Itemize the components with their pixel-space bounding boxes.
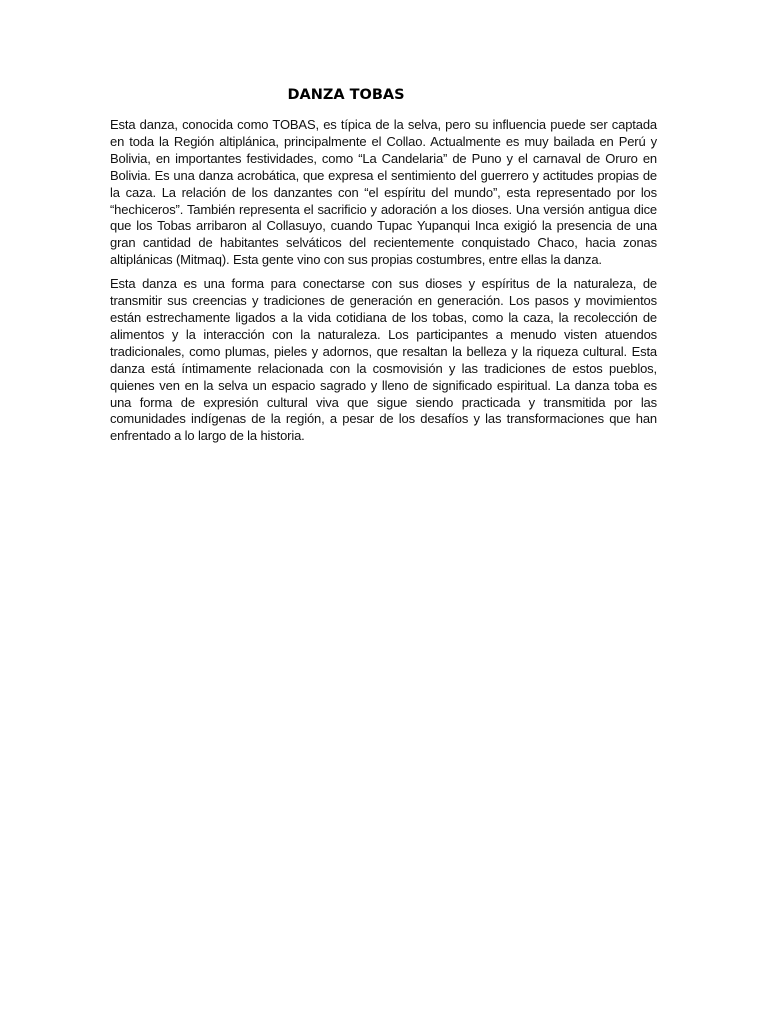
- document-body: [110, 117, 657, 452]
- document-title: DANZA TOBAS: [287, 87, 405, 103]
- paragraph: Esta danza, conocida como TOBAS, es típica de la selva, pero su influencia puede ser captada en toda la Región altiplánica, principalmente el Collao. Actualmente es muy bailada en Perú y Bolivia, en importantes festividades, como “La Candelaria” de Puno y el carnaval de Oruro en Bolivia. Es una danza acrobática, que expresa el sentimiento del guerrero y actitudes propias de la caza. La relación de los danzantes con “el espíritu del mundo”, esta representado por los “hechiceros”. También representa el sacrificio y adoración a los dioses. Una versión antigua dice que los Tobas arribaron al Collasuyo, cuando Tupac Yupanqui Inca exigió la presencia de una gran cantidad de habitantes selváticos del recientemente conquistado Chaco, hacia zonas altiplánicas (Mitmaq). Esta gente vino con sus propias costumbres, entre ellas la danza.: [110, 117, 657, 268]
- paragraph: Esta danza es una forma para conectarse con sus dioses y espíritus de la naturaleza, de transmitir sus creencias y tradiciones de generación en generación. Los pasos y movimientos están estrechamente ligados a la vida cotidiana de los tobas, como la caza, la recolección de alimentos y la interacción con la naturaleza. Los participantes a menudo visten atuendos tradicionales, como plumas, pieles y adornos, que resaltan la belleza y la riqueza cultural. Esta danza está íntimamente relacionada con la cosmovisión y las tradiciones de estos pueblos, quienes ven en la selva un espacio sagrado y lleno de significado espiritual. La danza toba es una forma de expresión cultural viva que sigue siendo practicada y transmitida por las comunidades indígenas de la región, a pesar de los desafíos y las transformaciones que han enfrentado a lo largo de la historia.: [110, 276, 657, 444]
